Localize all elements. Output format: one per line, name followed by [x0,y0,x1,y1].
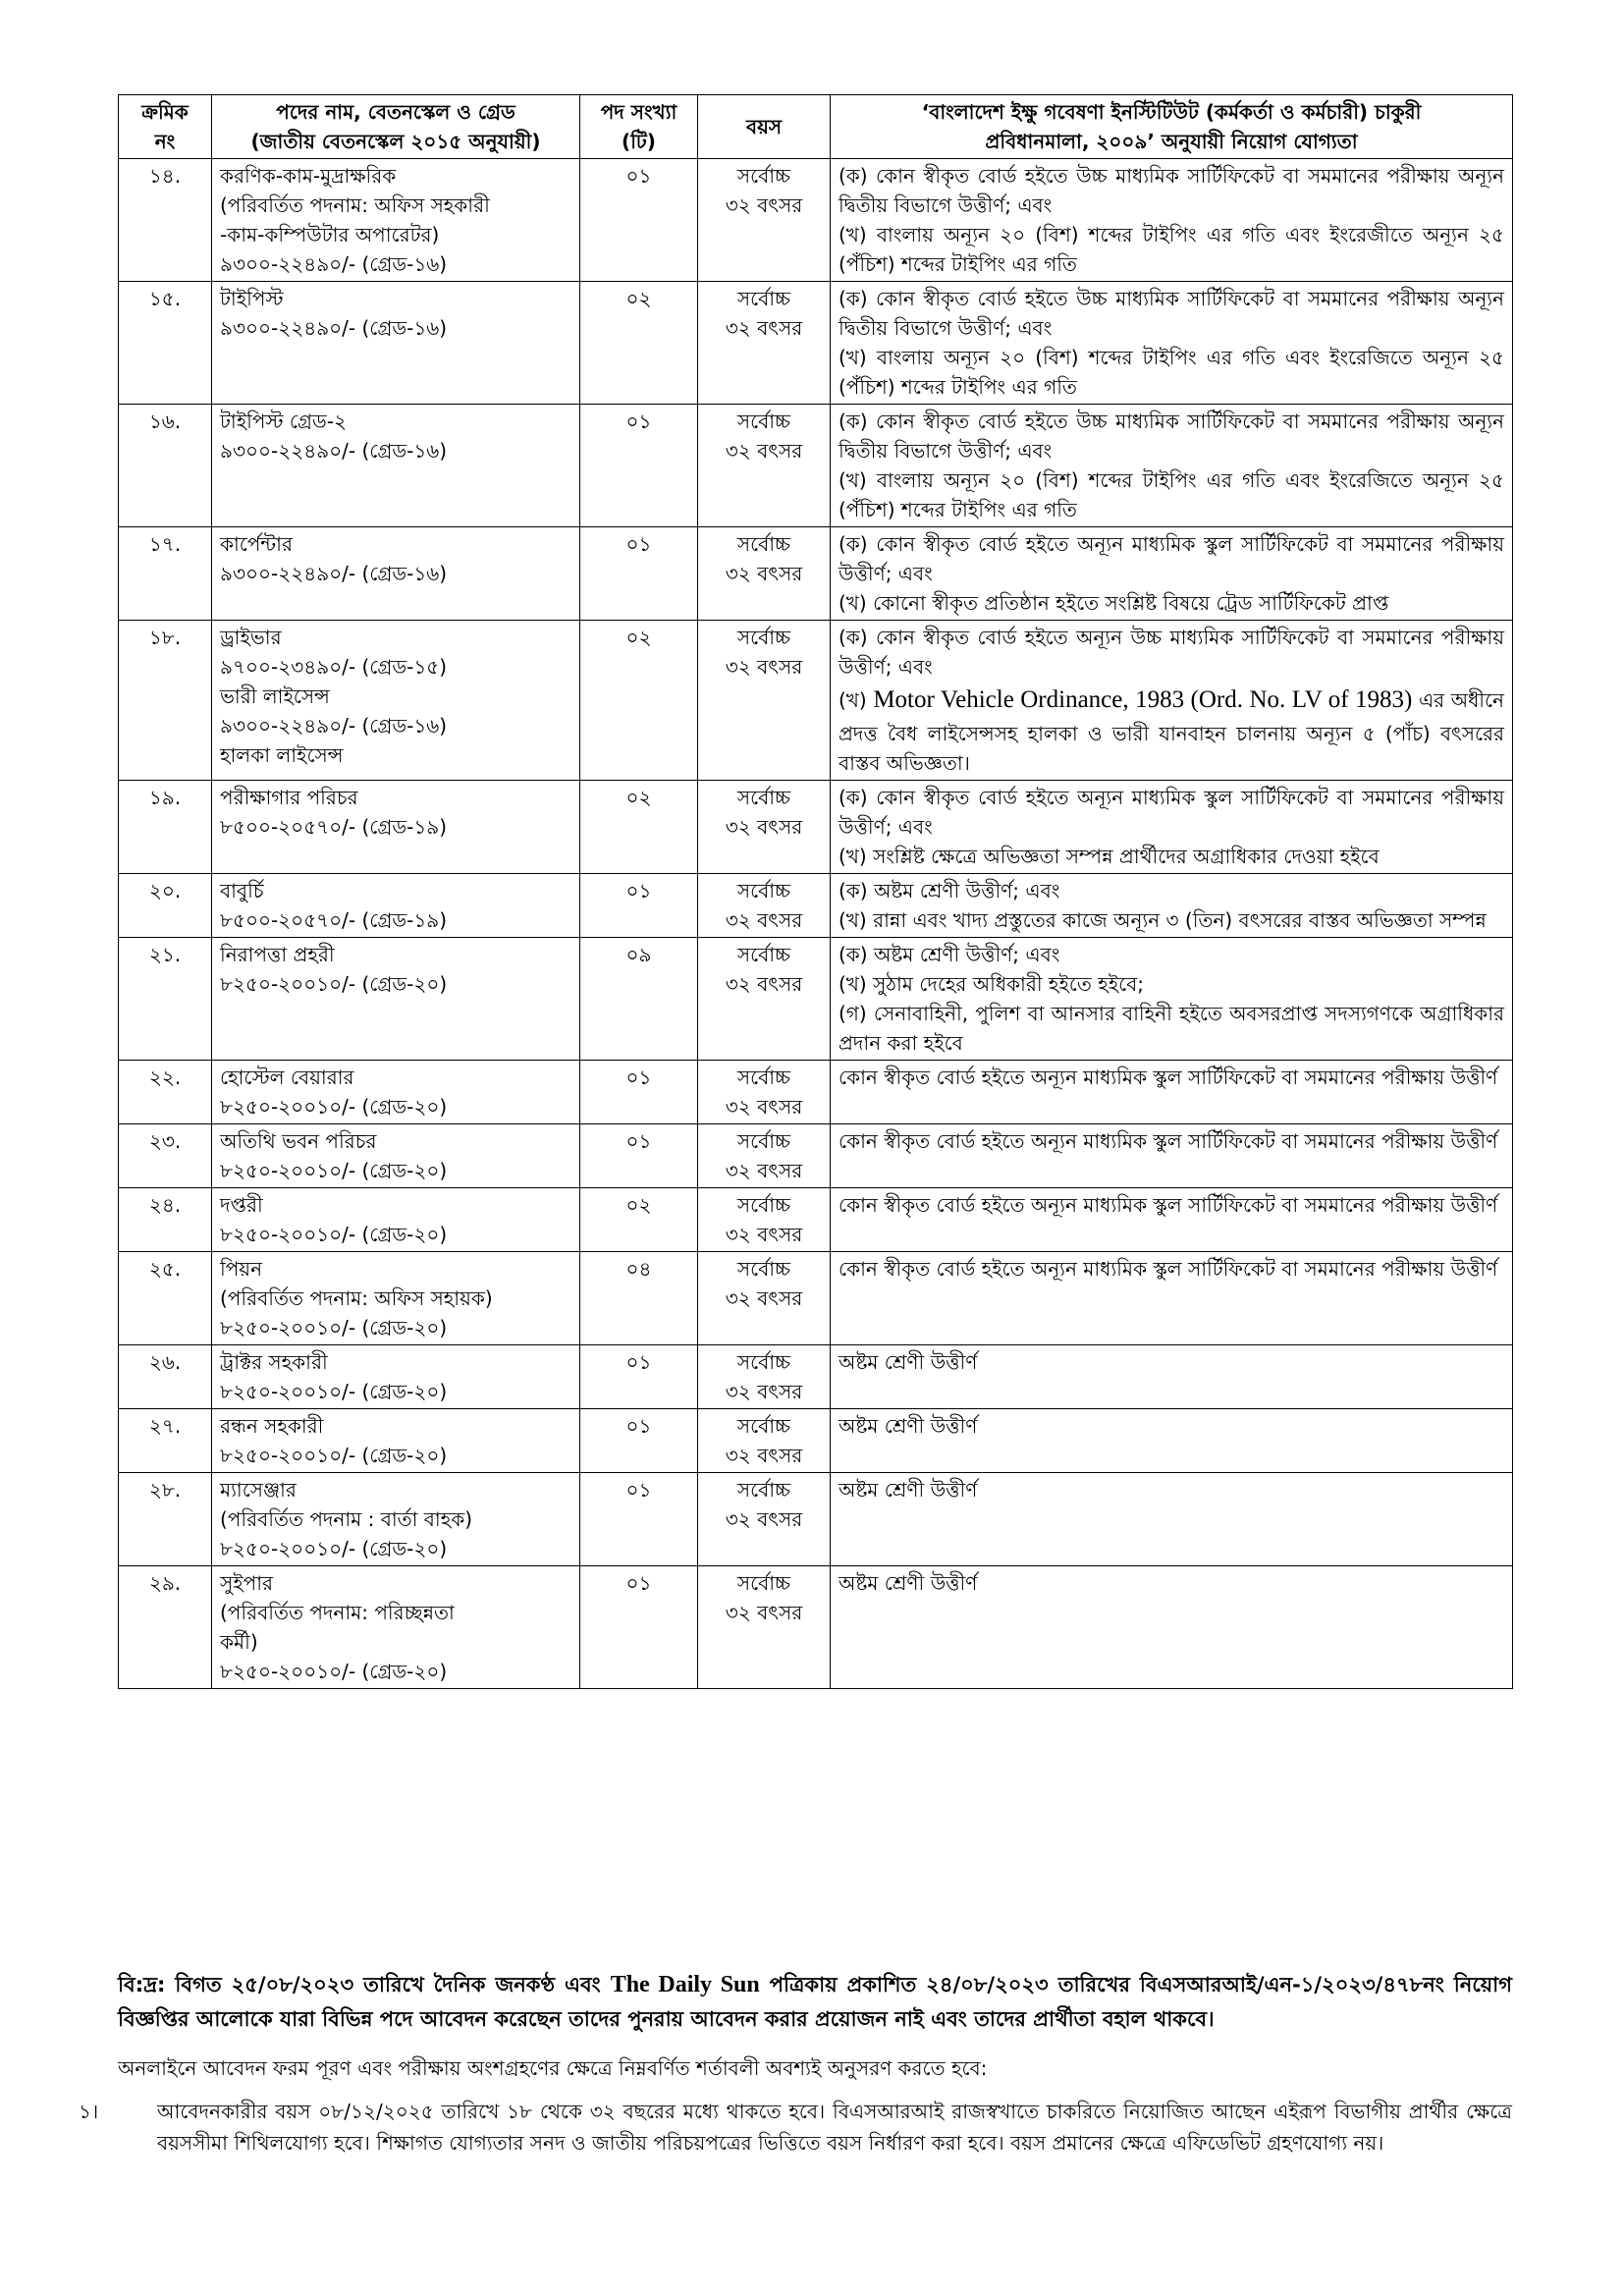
recruitment-table [118,94,1513,1689]
header-serial: ক্রমিক নং [119,95,212,159]
table-row [119,405,1513,527]
post-line: -কাম-কম্পিউটার অপারেটর) [220,223,440,246]
serial-number: ১৮. [148,626,182,649]
count-cell [580,159,698,282]
post-count: ০১ [625,1349,652,1374]
serial-cell [119,873,212,937]
table-row [119,1251,1513,1344]
age-line: ৩২ বৎসর [725,907,803,932]
condition-text: আবেদনকারীর বয়স ০৮/১২/২০২৫ তারিখে ১৮ থেকে ৩২ বছরের মধ্যে থাকতে হবে। বিএসআরআই রাজস্বখাতে চাকরিতে নিয়োজিত আছেন এইরূপ বিভাগীয় প্রার্থীর ক্ষেত্রে বয়সসীমা শিথিলযোগ্য হবে। শিক্ষাগত যোগ্যতার সনদ ও জাতীয় পরিচয়পত্রের ভিত্তিতে বয়স নির্ধারণ করা হবে। বয়স প্রমানের ক্ষেত্রে এফিডেভিট গ্রহণযোগ্য নয়। [157,2100,1512,2155]
post-line: ভারী লাইসেন্স [220,684,330,708]
qualification-line: (ক) কোন স্বীকৃত বোর্ড হইতে উচ্চ মাধ্যমিক সার্টিফিকেট বা সমমানের পরীক্ষায় অন্যূন দ্বিতীয় বিভাগে উত্তীর্ণ; এবং [839,287,1504,340]
post-cell [212,1565,580,1688]
qualification-cell [831,282,1513,405]
table-row [119,1123,1513,1187]
age-line: ৩২ বৎসর [725,193,803,217]
post-line: ট্রাক্টর সহকারী [220,1349,328,1374]
serial-number: ২৬. [148,1349,182,1374]
post-line: ৮২৫০-২০০১০/- (গ্রেড-২০) [220,971,448,996]
age-cell [698,1060,831,1123]
post-cell [212,873,580,937]
table-row [119,1060,1513,1123]
age-cell [698,1251,831,1344]
count-cell [580,1251,698,1344]
serial-cell [119,621,212,781]
serial-cell [119,1123,212,1187]
qualification-cell [831,1060,1513,1123]
qualification-line: অষ্টম শ্রেণী উত্তীর্ণ [839,1349,978,1374]
table-row [119,780,1513,873]
age-line: সর্বোচ্চ [736,785,791,809]
qualification-line: (খ) সংশ্লিষ্ট ক্ষেত্রে অভিজ্ঞতা সম্পন্ন প্রার্থীদের অগ্রাধিকার দেওয়া হইবে [839,844,1380,868]
qualification-line: (খ) বাংলায় অন্যূন ২০ (বিশ) শব্দের টাইপিং এর গতি এবং ইংরেজীতে অন্যূন ২৫ (পঁচিশ) শব্দের টাইপিং এর গতি [839,223,1504,276]
serial-number: ২৩. [148,1128,182,1153]
age-cell [698,159,831,282]
post-line: কার্পেন্টার [220,532,293,556]
qualification-line: (খ) বাংলায় অন্যূন ২০ (বিশ) শব্দের টাইপিং এর গতি এবং ইংরেজিতে অন্যূন ২৫ (পঁচিশ) শব্দের টাইপিং এর গতি [839,346,1504,399]
age-line: সর্বোচ্চ [736,287,791,310]
qualification-line: (ক) কোন স্বীকৃত বোর্ড হইতে উচ্চ মাধ্যমিক সার্টিফিকেট বা সমমানের পরীক্ষায় অন্যূন দ্বিতীয় বিভাগে উত্তীর্ণ; এবং [839,164,1504,217]
header-qualification: ‘বাংলাদেশ ইক্ষু গবেষণা ইনস্টিটিউট (কর্মকর্তা ও কর্মচারী) চাকুরী প্রবিধানমালা, ২০০৯’ অনুযায়ী নিয়োগ যোগ্যতা [831,95,1513,159]
post-cell [212,780,580,873]
post-line: নিরাপত্তা প্রহরী [220,942,335,966]
post-cell [212,159,580,282]
post-line: করণিক-কাম-মুদ্রাক্ষরিক [220,164,397,188]
qualification-line: (ক) অষ্টম শ্রেণী উত্তীর্ণ; এবং [839,878,1060,902]
header-post: পদের নাম, বেতনস্কেল ও গ্রেড (জাতীয় বেতনস্কেল ২০১৫ অনুযায়ী) [212,95,580,159]
qualification-cell [831,1123,1513,1187]
post-count: ০১ [625,1128,652,1153]
age-cell [698,1123,831,1187]
qualification-cell [831,621,1513,781]
age-line: ৩২ বৎসর [725,1222,803,1246]
qualification-cell [831,159,1513,282]
header-count: পদ সংখ্যা (টি) [580,95,698,159]
age-line: ৩২ বৎসর [725,1506,803,1531]
count-cell [580,527,698,621]
qualification-line: (খ) কোনো স্বীকৃত প্রতিষ্ঠান হইতে সংশ্লিষ্ট বিষয়ে ট্রেড সার্টিফিকেট প্রাপ্ত [839,591,1389,615]
serial-number: ১৯. [148,785,182,809]
post-count: ০৪ [625,1256,652,1281]
post-line: ৮৫০০-২০৫৭০/- (গ্রেড-১৯) [220,814,448,839]
qualification-line [839,682,1504,778]
age-line: ৩২ বৎসর [725,1443,803,1467]
post-line: (পরিবর্তিত পদনাম: পরিচ্ছন্নতা [220,1600,455,1624]
post-line: টাইপিস্ট গ্রেড-২ [220,410,347,433]
serial-cell [119,1251,212,1344]
table-row [119,1565,1513,1688]
qualification-line: (ক) কোন স্বীকৃত বোর্ড হইতে উচ্চ মাধ্যমিক সার্টিফিকেট বা সমমানের পরীক্ষায় অন্যূন দ্বিতীয় বিভাগে উত্তীর্ণ; এবং [839,410,1504,463]
age-line: সর্বোচ্চ [736,1477,791,1502]
count-cell [580,621,698,781]
post-line: (পরিবর্তিত পদনাম: অফিস সহায়ক) [220,1285,493,1310]
age-line: ৩২ বৎসর [725,971,803,996]
post-line: পরীক্ষাগার পরিচর [220,785,358,809]
age-line: ৩২ বৎসর [725,1285,803,1310]
age-line: ৩২ বৎসর [725,439,803,463]
count-cell [580,1472,698,1565]
age-cell [698,282,831,405]
serial-cell [119,159,212,282]
post-line: পিয়ন [220,1256,263,1281]
qualification-line: (ক) কোন স্বীকৃত বোর্ড হইতে অন্যূন মাধ্যমিক স্কুল সার্টিফিকেট বা সমমানের পরীক্ষায় উত্তীর্ণ; এবং [839,785,1504,839]
age-line: ৩২ বৎসর [725,1158,803,1182]
age-line: সর্বোচ্চ [736,942,791,966]
condition-item [79,2096,1512,2159]
post-line: ড্রাইভার [220,626,282,649]
qualification-cell [831,405,1513,527]
age-line: ৩২ বৎসর [725,1379,803,1403]
post-line: ম্যাসেঞ্জার [220,1477,297,1502]
age-cell [698,1408,831,1472]
qualification-line: অষ্টম শ্রেণী উত্তীর্ণ [839,1413,978,1438]
post-cell [212,1123,580,1187]
qualification-line: (খ) সুঠাম দেহের অধিকারী হইতে হইবে; [839,971,1145,996]
age-line: ৩২ বৎসর [725,1600,803,1624]
age-cell [698,1344,831,1408]
count-cell [580,780,698,873]
post-line: অতিথি ভবন পরিচর [220,1128,377,1153]
table-row [119,1344,1513,1408]
count-cell [580,1187,698,1251]
age-line: ৩২ বৎসর [725,655,803,679]
post-line: ৮২৫০-২০০১০/- (গ্রেড-২০) [220,1536,448,1560]
age-cell [698,621,831,781]
qualification-line: (ক) কোন স্বীকৃত বোর্ড হইতে অন্যূন উচ্চ মাধ্যমিক সার্টিফিকেট বা সমমানের পরীক্ষায় উত্তীর্ণ; এবং [839,626,1504,679]
serial-number: ১৭. [148,532,182,556]
serial-number: ২২. [148,1065,182,1089]
age-line: সর্বোচ্চ [736,878,791,902]
qualification-line: অষ্টম শ্রেণী উত্তীর্ণ [839,1477,978,1502]
qualification-line: কোন স্বীকৃত বোর্ড হইতে অন্যূন মাধ্যমিক স্কুল সার্টিফিকেট বা সমমানের পরীক্ষায় উত্তীর্ণ [839,1256,1498,1281]
qualification-cell [831,1251,1513,1344]
serial-cell [119,1565,212,1688]
post-cell [212,527,580,621]
age-cell [698,1472,831,1565]
qualification-cell [831,527,1513,621]
post-line: ৮২৫০-২০০১০/- (গ্রেড-২০) [220,1379,448,1403]
post-line: ৮২৫০-২০০১০/- (গ্রেড-২০) [220,1659,448,1683]
age-line: সর্বোচ্চ [736,1128,791,1153]
ordinance-reference: Motor Vehicle Ordinance, 1983 (Ord. No. LV of 1983) [873,686,1413,713]
age-cell [698,1565,831,1688]
post-line: ৮২৫০-২০০১০/- (গ্রেড-২০) [220,1222,448,1246]
table-row [119,159,1513,282]
post-line: ৮২৫০-২০০১০/- (গ্রেড-২০) [220,1443,448,1467]
qualification-line: (ক) অষ্টম শ্রেণী উত্তীর্ণ; এবং [839,942,1060,966]
conditions-intro: অনলাইনে আবেদন ফরম পূরণ এবং পরীক্ষায় অংশগ্রহণের ক্ষেত্রে নিম্নবর্ণিত শর্তাবলী অবশ্যই অনুসরণ করতে হবে: [118,2056,988,2080]
qualification-line: কোন স্বীকৃত বোর্ড হইতে অন্যূন মাধ্যমিক স্কুল সার্টিফিকেট বা সমমানের পরীক্ষায় উত্তীর্ণ [839,1192,1498,1217]
post-cell [212,1060,580,1123]
post-line: (পরিবর্তিত পদনাম : বার্তা বাহক) [220,1506,473,1531]
serial-number: ২৭. [148,1413,182,1438]
post-count: ০১ [625,1477,652,1502]
header-age: বয়স [698,95,831,159]
age-cell [698,873,831,937]
post-cell [212,405,580,527]
age-line: সর্বোচ্চ [736,1256,791,1281]
recruitment-table-section [118,94,1512,1689]
post-count: ০১ [625,1413,652,1438]
count-cell [580,282,698,405]
post-count: ০১ [625,532,652,556]
qualification-line: (গ) সেনাবাহিনী, পুলিশ বা আনসার বাহিনী হইতে অবসরপ্রাপ্ত সদস্যগণকে অগ্রাধিকার প্রদান করা হইবে [839,1001,1504,1055]
serial-number: ২০. [148,878,182,902]
table-row [119,1472,1513,1565]
post-count: ০১ [625,1570,652,1595]
qualification-cell [831,873,1513,937]
post-count: ০১ [625,1065,652,1089]
post-line: সুইপার [220,1570,273,1595]
post-line: ৯৩০০-২২৪৯০/- (গ্রেড-১৬) [220,316,448,340]
post-count: ০২ [625,287,652,310]
age-line: সর্বোচ্চ [736,626,791,649]
qualification-line: (খ) রান্না এবং খাদ্য প্রস্তুতের কাজে অন্যূন ৩ (তিন) বৎসরের বাস্তব অভিজ্ঞতা সম্পন্ন [839,907,1487,932]
post-line: ৯৩০০-২২৪৯০/- (গ্রেড-১৬) [220,252,448,276]
serial-cell [119,1408,212,1472]
post-line: ৯৩০০-২২৪৯০/- (গ্রেড-১৬) [220,714,448,738]
post-cell [212,1408,580,1472]
post-count: ০১ [625,410,652,433]
post-cell [212,1344,580,1408]
age-line: সর্বোচ্চ [736,1192,791,1217]
qualification-cell [831,1408,1513,1472]
serial-number: ২৯. [148,1570,182,1595]
post-cell [212,621,580,781]
age-line: ৩২ বৎসর [725,814,803,839]
table-row [119,527,1513,621]
count-cell [580,1344,698,1408]
qualification-suffix: এর অধীনে প্রদত্ত বৈধ লাইসেন্সসহ হালকা ও ভারী যানবাহন চালনায় অন্যূন ৫ (পাঁচ) বৎসরের বাস্তব অভিজ্ঞতা। [839,688,1504,775]
table-row [119,1187,1513,1251]
post-count: ০২ [625,626,652,649]
post-line: হোস্টেল বেয়ারার [220,1065,354,1089]
note-newspaper-name: The Daily Sun [610,1972,760,1997]
table-row [119,1408,1513,1472]
note-text-2: পত্রিকায় প্রকাশিত ২৪/০৮/২০২৩ তারিখের বিএসআরআই/এন-১/২০২৩/৪৭৮নং নিয়োগ বিজ্ঞপ্তির আলোকে যারা বিভিন্ন পদে আবেদন করেছেন তাদের পুনরায় আবেদন করার প্রয়োজন নাই এবং তাদের প্রার্থীতা বহাল থাকবে। [118,1973,1513,2032]
post-count: ০২ [625,1192,652,1217]
table-header-row [119,95,1513,159]
age-line: সর্বোচ্চ [736,1065,791,1089]
age-cell [698,1187,831,1251]
count-cell [580,1060,698,1123]
age-line: সর্বোচ্চ [736,1570,791,1595]
post-line: ৯৩০০-২২৪৯০/- (গ্রেড-১৬) [220,562,448,585]
age-line: সর্বোচ্চ [736,1349,791,1374]
serial-number: ২৪. [148,1192,182,1217]
post-line: হালকা লাইসেন্স [220,743,344,767]
serial-cell [119,282,212,405]
age-line: সর্বোচ্চ [736,1413,791,1438]
post-count: ০৯ [625,942,652,966]
post-line: বাবুর্চি [220,878,264,902]
serial-cell [119,1344,212,1408]
post-line: ৮২৫০-২০০১০/- (গ্রেড-২০) [220,1158,448,1182]
post-count: ০১ [625,878,652,902]
serial-number: ১৫. [148,287,182,310]
post-count: ০১ [625,164,652,188]
post-count: ০২ [625,785,652,809]
count-cell [580,1123,698,1187]
age-line: সর্বোচ্চ [736,532,791,556]
notice-note [118,1966,1512,2037]
qualification-cell [831,937,1513,1060]
serial-number: ২১. [148,942,182,966]
post-cell [212,1251,580,1344]
age-cell [698,527,831,621]
condition-number: ১। [79,2100,99,2123]
post-cell [212,937,580,1060]
serial-number: ২৫. [148,1256,182,1281]
table-row [119,873,1513,937]
age-line: ৩২ বৎসর [725,316,803,340]
count-cell [580,937,698,1060]
qualification-line: কোন স্বীকৃত বোর্ড হইতে অন্যূন মাধ্যমিক স্কুল সার্টিফিকেট বা সমমানের পরীক্ষায় উত্তীর্ণ [839,1128,1498,1153]
serial-cell [119,1060,212,1123]
serial-number: ১৪. [148,164,182,188]
serial-number: ১৬. [148,410,182,433]
age-line: ৩২ বৎসর [725,562,803,585]
qualification-prefix: (খ) [839,688,874,712]
post-cell [212,1187,580,1251]
age-cell [698,780,831,873]
age-line: ৩২ বৎসর [725,1094,803,1119]
age-line: সর্বোচ্চ [736,410,791,433]
age-cell [698,937,831,1060]
post-line: ৮২৫০-২০০১০/- (গ্রেড-২০) [220,1315,448,1339]
qualification-line: (খ) বাংলায় অন্যূন ২০ (বিশ) শব্দের টাইপিং এর গতি এবং ইংরেজিতে অন্যূন ২৫ (পঁচিশ) শব্দের টাইপিং এর গতি [839,468,1504,521]
post-line: ৮৫০০-২০৫৭০/- (গ্রেড-১৯) [220,907,448,932]
table-row [119,937,1513,1060]
qualification-line: অষ্টম শ্রেণী উত্তীর্ণ [839,1570,978,1595]
count-cell [580,1408,698,1472]
post-line: দপ্তরী [220,1192,263,1217]
qualification-cell [831,1565,1513,1688]
serial-cell [119,1472,212,1565]
post-line: রন্ধন সহকারী [220,1413,324,1438]
qualification-cell [831,1472,1513,1565]
table-row [119,621,1513,781]
post-cell [212,282,580,405]
qualification-cell [831,1344,1513,1408]
qualification-line: (ক) কোন স্বীকৃত বোর্ড হইতে অন্যূন মাধ্যমিক স্কুল সার্টিফিকেট বা সমমানের পরীক্ষায় উত্তীর্ণ; এবং [839,532,1504,585]
table-row [119,282,1513,405]
post-line: টাইপিস্ট [220,287,284,310]
post-line: (পরিবর্তিত পদনাম: অফিস সহকারী [220,193,490,217]
qualification-cell [831,780,1513,873]
serial-cell [119,1187,212,1251]
serial-cell [119,527,212,621]
post-cell [212,1472,580,1565]
post-line: ৯৩০০-২২৪৯০/- (গ্রেড-১৬) [220,439,448,463]
post-line: কর্মী) [220,1629,258,1654]
post-line: ৮২৫০-২০০১০/- (গ্রেড-২০) [220,1094,448,1119]
serial-cell [119,780,212,873]
note-text-1: বি:দ্র: বিগত ২৫/০৮/২০২৩ তারিখে দৈনিক জনকণ্ঠ এবং [118,1973,611,1996]
count-cell [580,1565,698,1688]
count-cell [580,405,698,527]
post-line: ৯৭০০-২৩৪৯০/- (গ্রেড-১৫) [220,655,448,679]
serial-number: ২৮. [148,1477,182,1502]
qualification-cell [831,1187,1513,1251]
qualification-line: কোন স্বীকৃত বোর্ড হইতে অন্যূন মাধ্যমিক স্কুল সার্টিফিকেট বা সমমানের পরীক্ষায় উত্তীর্ণ [839,1065,1498,1089]
serial-cell [119,937,212,1060]
age-cell [698,405,831,527]
serial-cell [119,405,212,527]
age-line: সর্বোচ্চ [736,164,791,188]
count-cell [580,873,698,937]
